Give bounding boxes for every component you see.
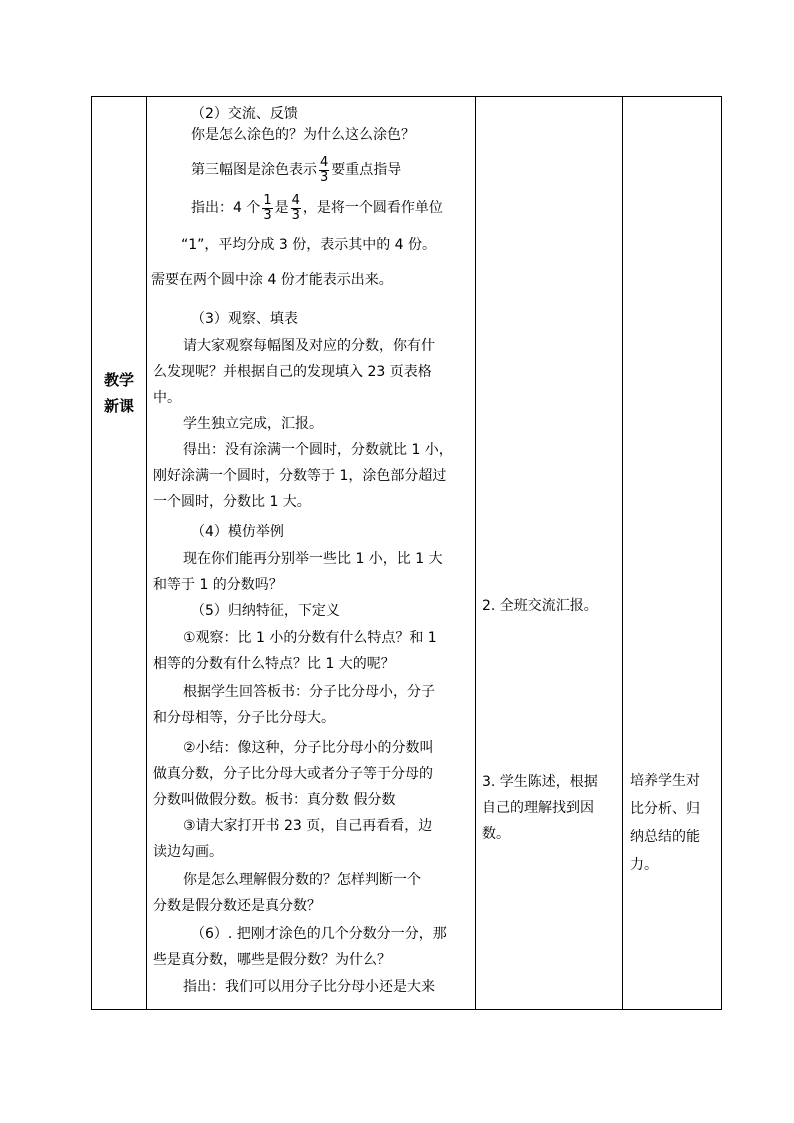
- row-label: [92, 367, 146, 419]
- text-line: 请大家观察每幅图及对应的分数，你有什: [183, 338, 435, 354]
- design-intent-line: 力。: [630, 857, 658, 873]
- text-line: 你是怎么涂色的？为什么这么涂色？: [191, 127, 415, 143]
- section-heading: （4）模仿举例: [191, 524, 284, 540]
- student-activity-cell: [476, 593, 622, 619]
- text-line-with-fraction: [191, 155, 401, 185]
- text-line: 指出：我们可以用分子比分母小还是大来: [183, 979, 435, 995]
- text-line: ②小结：像这种，分子比分母小的分数叫: [183, 740, 434, 756]
- text-line: ③请大家打开书 23 页，自己再看看，边: [183, 818, 433, 834]
- text-line: 做真分数，分子比分母大或者分子等于分母的: [153, 766, 433, 782]
- text-line: 分数是假分数还是真分数？: [153, 898, 321, 914]
- fraction-numerator: 1: [263, 192, 272, 208]
- fraction-numerator: 4: [320, 154, 329, 170]
- text-line: 读边勾画。: [153, 844, 223, 860]
- student-activity-line: 自己的理解找到因: [482, 800, 594, 816]
- text-segment: ，是将一个圆看作单位: [302, 200, 443, 216]
- lesson-table: [91, 96, 722, 1010]
- text-line: ①观察：比 1 小的分数有什么特点？和 1: [183, 630, 437, 646]
- text-line: 一个圆时，分数比 1 大。: [153, 494, 311, 510]
- student-activity-line: 数。: [482, 826, 510, 842]
- design-intent-line: 比分析、归: [630, 801, 700, 817]
- text-line: 根据学生回答板书：分子比分母小，分子: [183, 684, 435, 700]
- text-line: 和分母相等，分子比分母大。: [153, 710, 335, 726]
- text-segment: 指出：4 个: [191, 200, 261, 216]
- text-segment: 要重点指导: [331, 162, 402, 178]
- fraction-numerator: 4: [291, 192, 300, 208]
- student-activity-line: 3. 学生陈述，根据: [482, 774, 598, 790]
- fraction-4-3: [319, 156, 329, 185]
- column-divider: [146, 97, 147, 1009]
- fraction-4-3: [291, 194, 301, 223]
- text-line: 你是怎么理解假分数的？怎样判断一个: [183, 872, 421, 888]
- student-activity-item: 2. 全班交流汇报。: [482, 598, 598, 614]
- text-line: 分数叫做假分数。板书：真分数 假分数: [153, 792, 396, 808]
- text-segment: 第三幅图是涂色表示: [191, 162, 317, 178]
- fraction-1-3: [262, 194, 272, 223]
- row-label-line: 教学: [103, 371, 134, 389]
- text-line: 中。: [153, 390, 181, 406]
- text-segment: 是: [274, 200, 289, 216]
- text-line: “1”，平均分成 3 份，表示其中的 4 份。: [181, 237, 437, 253]
- column-divider: [475, 97, 476, 1009]
- text-line: 现在你们能再分别举一些比 1 小，比 1 大: [183, 551, 443, 567]
- text-line-with-fraction: [191, 193, 443, 223]
- text-line: 相等的分数有什么特点？比 1 大的呢？: [153, 656, 395, 672]
- text-line: 需要在两个圆中涂 4 份才能表示出来。: [151, 272, 393, 288]
- fraction-denominator: 3: [320, 169, 329, 185]
- text-line: 么发现呢？并根据自己的发现填入 23 页表格: [153, 364, 432, 380]
- section-heading: （5）归纳特征，下定义: [191, 603, 340, 619]
- row-label-line: 新课: [103, 397, 134, 415]
- section-heading: （2）交流、反馈: [191, 106, 298, 122]
- text-line: 些是真分数，哪些是假分数？为什么？: [153, 952, 391, 968]
- design-intent-line: 培养学生对: [630, 773, 700, 789]
- text-line: 刚好涂满一个圆时，分数等于 1，涂色部分超过: [153, 468, 447, 484]
- text-line: 学生独立完成，汇报。: [183, 416, 323, 432]
- design-intent-cell: [623, 767, 722, 879]
- fraction-denominator: 3: [263, 207, 272, 223]
- student-activity-cell: [476, 769, 622, 847]
- section-heading: （3）观察、填表: [191, 311, 298, 327]
- design-intent-line: 纳总结的能: [630, 829, 700, 845]
- text-line: 和等于 1 的分数吗？: [153, 577, 283, 593]
- text-line: 得出：没有涂满一个圆时，分数就比 1 小，: [183, 442, 453, 458]
- fraction-denominator: 3: [291, 207, 300, 223]
- text-line: （6）. 把刚才涂色的几个分数分一分，那: [191, 926, 447, 942]
